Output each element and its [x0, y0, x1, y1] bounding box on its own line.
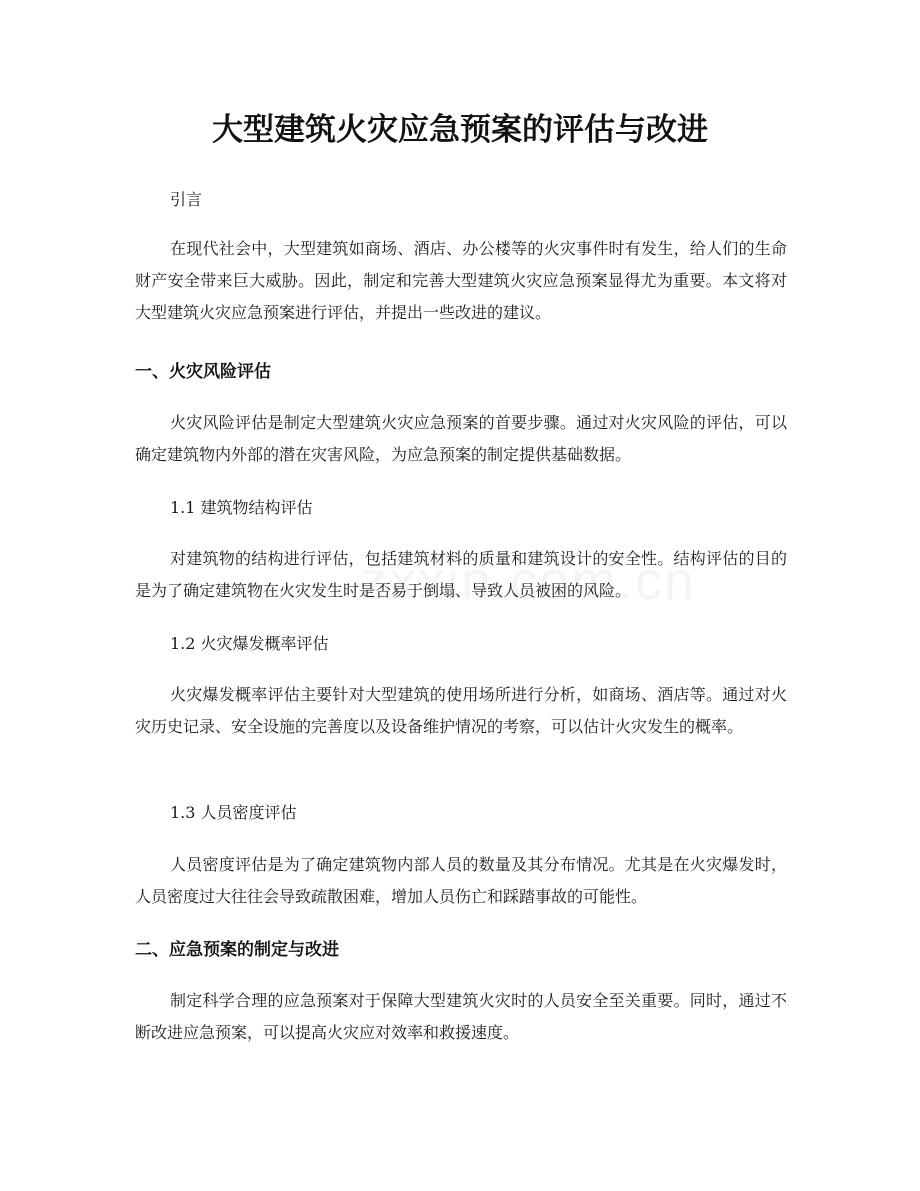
subsection-1-1-paragraph: 对建筑物的结构进行评估，包括建筑材料的质量和建筑设计的安全性。结构评估的目的是为了确定建筑物在火灾发生时是否易于倒塌、导致人员被困的风险。: [135, 549, 787, 600]
intro-label: 引言: [170, 190, 203, 209]
section-2-paragraph: 制定科学合理的应急预案对于保障大型建筑火灾时的人员安全至关重要。同时，通过不断改进应急预案，可以提高火灾应对效率和救援速度。: [135, 991, 787, 1042]
section-1-heading: 一、火灾风险评估: [135, 362, 271, 382]
subsection-1-3-paragraph: 人员密度评估是为了确定建筑物内部人员的数量及其分布情况。尤其是在火灾爆发时，人员密度过大往往会导致疏散困难，增加人员伤亡和踩踏事故的可能性。: [135, 855, 787, 906]
subsection-1-3-heading: 1.3 人员密度评估: [170, 803, 297, 822]
section-1-paragraph: 火灾风险评估是制定大型建筑火灾应急预案的首要步骤。通过对火灾风险的评估，可以确定建筑物内外部的潜在灾害风险，为应急预案的制定提供基础数据。: [135, 413, 787, 464]
intro-paragraph: 在现代社会中，大型建筑如商场、酒店、办公楼等的火灾事件时有发生，给人们的生命财产安全带来巨大威胁。因此，制定和完善大型建筑火灾应急预案显得尤为重要。本文将对大型建筑火灾应急预案进行评估，并提出一些改进的建议。: [135, 239, 787, 322]
subsection-1-2-heading: 1.2 火灾爆发概率评估: [170, 634, 329, 653]
page-title: 大型建筑火灾应急预案的评估与改进: [212, 112, 708, 148]
section-2-heading: 二、应急预案的制定与改进: [135, 940, 339, 960]
subsection-1-1-heading: 1.1 建筑物结构评估: [170, 498, 313, 517]
subsection-1-2-paragraph: 火灾爆发概率评估主要针对大型建筑的使用场所进行分析，如商场、酒店等。通过对火灾历史记录、安全设施的完善度以及设备维护情况的考察，可以估计火灾发生的概率。: [135, 685, 787, 736]
